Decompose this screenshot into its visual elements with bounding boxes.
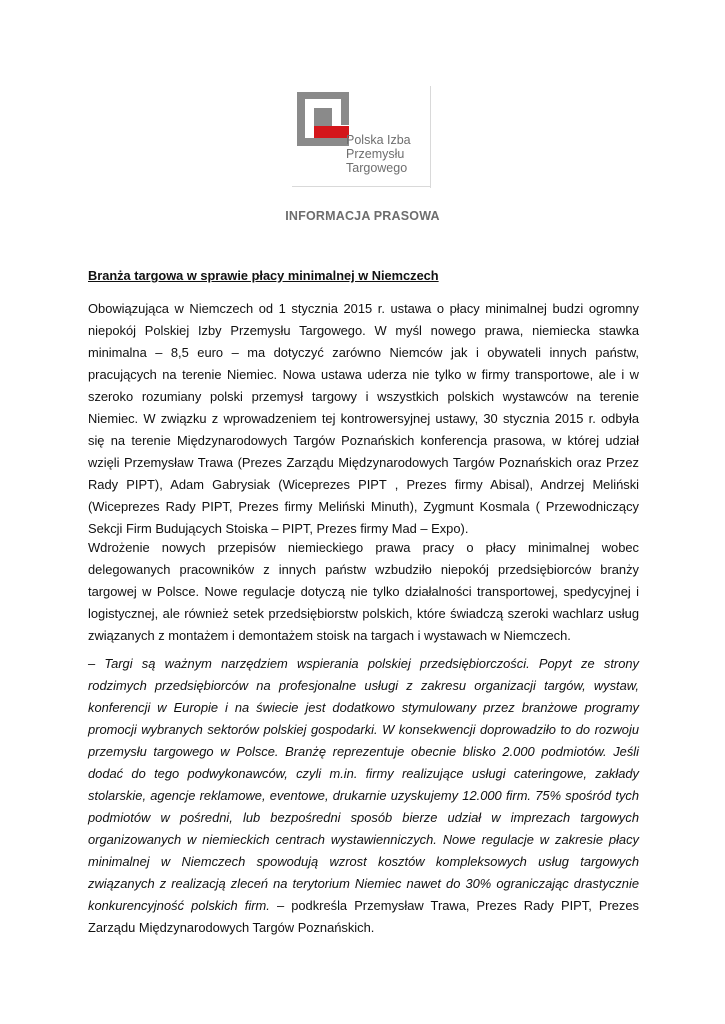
- article-quote: – Targi są ważnym narzędziem wspierania polskiej przedsiębiorczości. Popyt ze strony rodzimych przedsiębiorców na profesjonalne usługi z zakresu organizacji targów, wystaw, konferencji w Europie i na świecie jest dodatkowo stymulowany przez branżowe programy promocji wybranych sektorów polskiej gospodarki. W konsekwencji doprowadziło to do rozwoju przemysłu targowego w Polsce. Branżę reprezentuje obecnie blisko 2.000 podmiotów. Jeśli dodać do tego podwykonawców, czyli m.in. firmy realizujące usługi cateringowe, zakłady stolarskie, agencje reklamowe, eventowe, drukarnie uzyskujemy 12.000 firm. 75% spośród tych podmiotów w pośredni, lub bezpośredni sposób bierze udział w imprezach targowych organizowanych w niemieckich centrach wystawienniczych. Nowe regulacje w zakresie płacy minimalnej w Niemczech spowodują wzrost kosztów kompleksowych usług targowych związanych z realizacją zleceń na terytorium Niemiec nawet do 30% ograniczając drastycznie konkurencyjność polskich firm.: [88, 656, 639, 913]
- logo-gray-left: [297, 92, 305, 146]
- logo-name-line: Targowego: [346, 161, 408, 175]
- quote-attribution: – podkreśla Przemysław Trawa, Prezes Rady PIPT, Prezes Zarządu Międzynarodowych Targów Poznańskich.: [88, 898, 639, 935]
- logo-divider-horizontal: [292, 186, 431, 187]
- logo-gray-bottom: [297, 138, 349, 146]
- press-release-heading: INFORMACJA PRASOWA: [285, 209, 440, 223]
- logo-name-line: Polska Izba: [346, 133, 411, 147]
- logo-gray-right: [341, 92, 349, 125]
- logo: [292, 86, 432, 188]
- logo-name-line: Przemysłu: [346, 147, 405, 161]
- logo-mark-icon: [297, 92, 349, 146]
- logo-red-accent: [314, 126, 349, 138]
- article-paragraph: Wdrożenie nowych przepisów niemieckiego prawa pracy o płacy minimalnej wobec delegowanych pracowników z innych państw wzbudziło niepokój przedsiębiorców branży targowej w Polsce. Nowe regulacje dotyczą nie tylko działalności transportowej, spedycyjnej i logistycznej, ale również setek przedsiębiorstw polskich, które świadczą szeroki wachlarz usług związanych z montażem i demontażem stoisk na targach i wystawach w Niemczech.: [88, 540, 639, 643]
- logo-text: [346, 133, 411, 175]
- logo-gray-inner: [314, 108, 332, 126]
- logo-divider-vertical: [430, 86, 431, 188]
- article-quote-paragraph: [88, 653, 639, 939]
- article-paragraph: Obowiązująca w Niemczech od 1 stycznia 2015 r. ustawa o płacy minimalnej budzi ogromny niepokój Polskiej Izby Przemysłu Targowego. W myśl nowego prawa, niemiecka stawka minimalna – 8,5 euro – ma dotyczyć zarówno Niemców jak i obywateli innych państw, pracujących na terenie Niemiec. Nowa ustawa uderza nie tylko w firmy transportowe, ale i w szeroko rozumiany polski przemysł targowy i wszystkich polskich wystawców na terenie Niemiec. W związku z wprowadzeniem tej kontrowersyjnej ustawy, 30 stycznia 2015 r. odbyła się na terenie Międzynarodowych Targów Poznańskich konferencja prasowa, w której udział wzięli Przemysław Trawa (Prezes Zarządu Międzynarodowych Targów Poznańskich oraz Przez Rady PIPT), Adam Gabrysiak (Wiceprezes PIPT , Prezes firmy Abisal), Andrzej Meliński (Wiceprezes Rady PIPT, Prezes firmy Meliński Minuth), Zygmunt Kosmala ( Przewodniczący Sekcji Firm Budujących Stoiska – PIPT, Prezes firmy Mad – Expo).: [88, 301, 639, 536]
- article-title: Branża targowa w sprawie płacy minimalnej w Niemczech: [88, 268, 439, 283]
